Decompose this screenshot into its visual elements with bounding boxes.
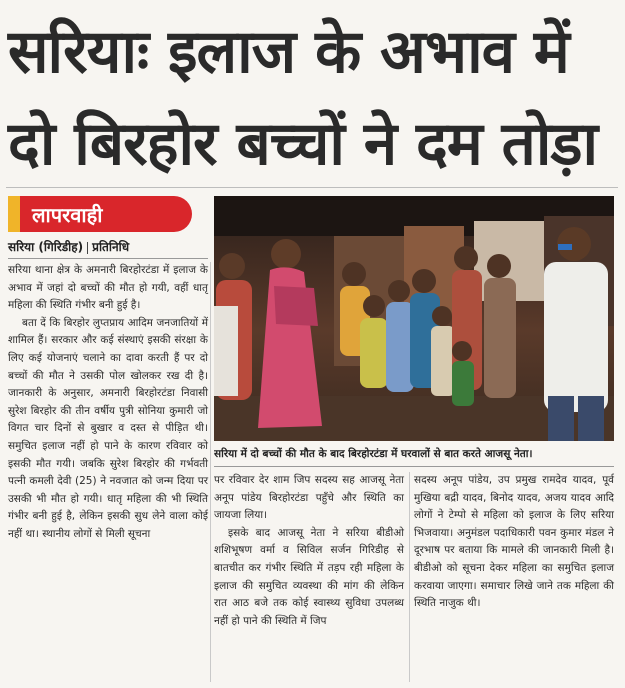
dateline-divider xyxy=(8,258,208,259)
dateline-source: प्रतिनिधि xyxy=(92,240,130,254)
dateline-separator xyxy=(87,242,88,254)
section-tag-accent xyxy=(8,196,20,232)
article-column-3 xyxy=(414,472,614,613)
article-paragraph: सरिया थाना क्षेत्र के अमनारी बिरहोरटंडा में इलाज के अभाव में जहां दो बच्चों की मौत हो गयी, वहीं धातृ महिला की स्थिति गंभीर बनी हुई है। xyxy=(8,264,208,312)
headline-line-1: सरियाः इलाज के अभाव में xyxy=(8,17,569,87)
article-column-1 xyxy=(8,262,208,544)
news-photo-image xyxy=(214,196,614,441)
dateline-place: सरिया (गिरिडीह) xyxy=(8,240,84,254)
article-column-2 xyxy=(214,472,404,630)
section-tag-label: लापरवाही xyxy=(32,203,103,227)
article-paragraph: बता दें कि बिरहोर लुप्तप्राय आदिम जनजातियों में शामिल हैं। सरकार और कई संस्थाएं इसकी संरक्षा के लिए कई योजनाएं चलाने का दावा करती हैं पर दो बच्चों की मौत ने उसकी पोल खोलकर रख दी है। जानकारी के अनुसार, अमनारी बिरहोरटंडा निवासी सुरेश बिरहोर की तीन वर्षीय पुत्री सोनिया कुमारी जो विगत चार दिनों से बुखार व दस्त से पीड़ित थी। समुचित इलाज नहीं हो पाने के कारण रविवार को इसकी मौत गयी। जबकि सुरेश बिरहोर की गर्भवती पत्नी कमली देवी (25) ने नवजात को जन्म दिया पर उसकी भी मौत हो गयी। धातृ महिला की भी स्थिति गंभीर बनी हुई है, लेकिन इसकी सुध लेने वाला कोई नहीं था। स्थानीय लोगों से मिली सूचना xyxy=(8,316,208,540)
section-tag xyxy=(8,196,192,232)
headline-divider xyxy=(6,187,618,188)
column-divider xyxy=(409,472,410,682)
article-paragraph: इसके बाद आजसू नेता ने सरिया बीडीओ शशिभूषण वर्मा व सिविल सर्जन गिरिडीह से बातचीत कर गंभीर स्थिति में तड़प रही महिला के इलाज की समुचित व्यवस्था की मांग की लेकिन रात आठ बजे तक कोई स्वास्थ्य सुविधा उपलब्ध नहीं हो पाने की स्थिति में जिप xyxy=(214,526,404,627)
article-paragraph: पर रविवार देर शाम जिप सदस्य सह आजसू नेता अनूप पांडेय बिरहोरटंडा पहुँचे और स्थिति का जायजा लिया। xyxy=(214,474,404,522)
headline-line-2: दो बिरहोर बच्चों ने दम तोड़ा xyxy=(8,109,598,179)
dateline xyxy=(8,238,208,255)
column-divider xyxy=(210,262,211,682)
caption-divider xyxy=(214,466,614,467)
news-photo xyxy=(214,196,614,441)
article-paragraph: सदस्य अनूप पांडेय, उप प्रमुख रामदेव यादव, पूर्व मुखिया बद्री यादव, बिनोद यादव, अजय यादव आदि लोगों ने टेम्पो से महिला को इलाज के लिए सरिया भिजवाया। अनुमंडल पदाधिकारी पवन कुमार मंडल ने दूरभाष पर बताया कि मामले की जानकारी मिली है। बीडीओ को सूचना देकर महिला का समुचित इलाज करवाया जाएगा। समाचार लिखे जाने तक महिला की स्थिति नाजुक थी। xyxy=(414,474,614,610)
photo-caption: सरिया में दो बच्चों की मौत के बाद बिरहोरटंडा में घरवालों से बात करते आजसू नेता। xyxy=(214,448,533,460)
